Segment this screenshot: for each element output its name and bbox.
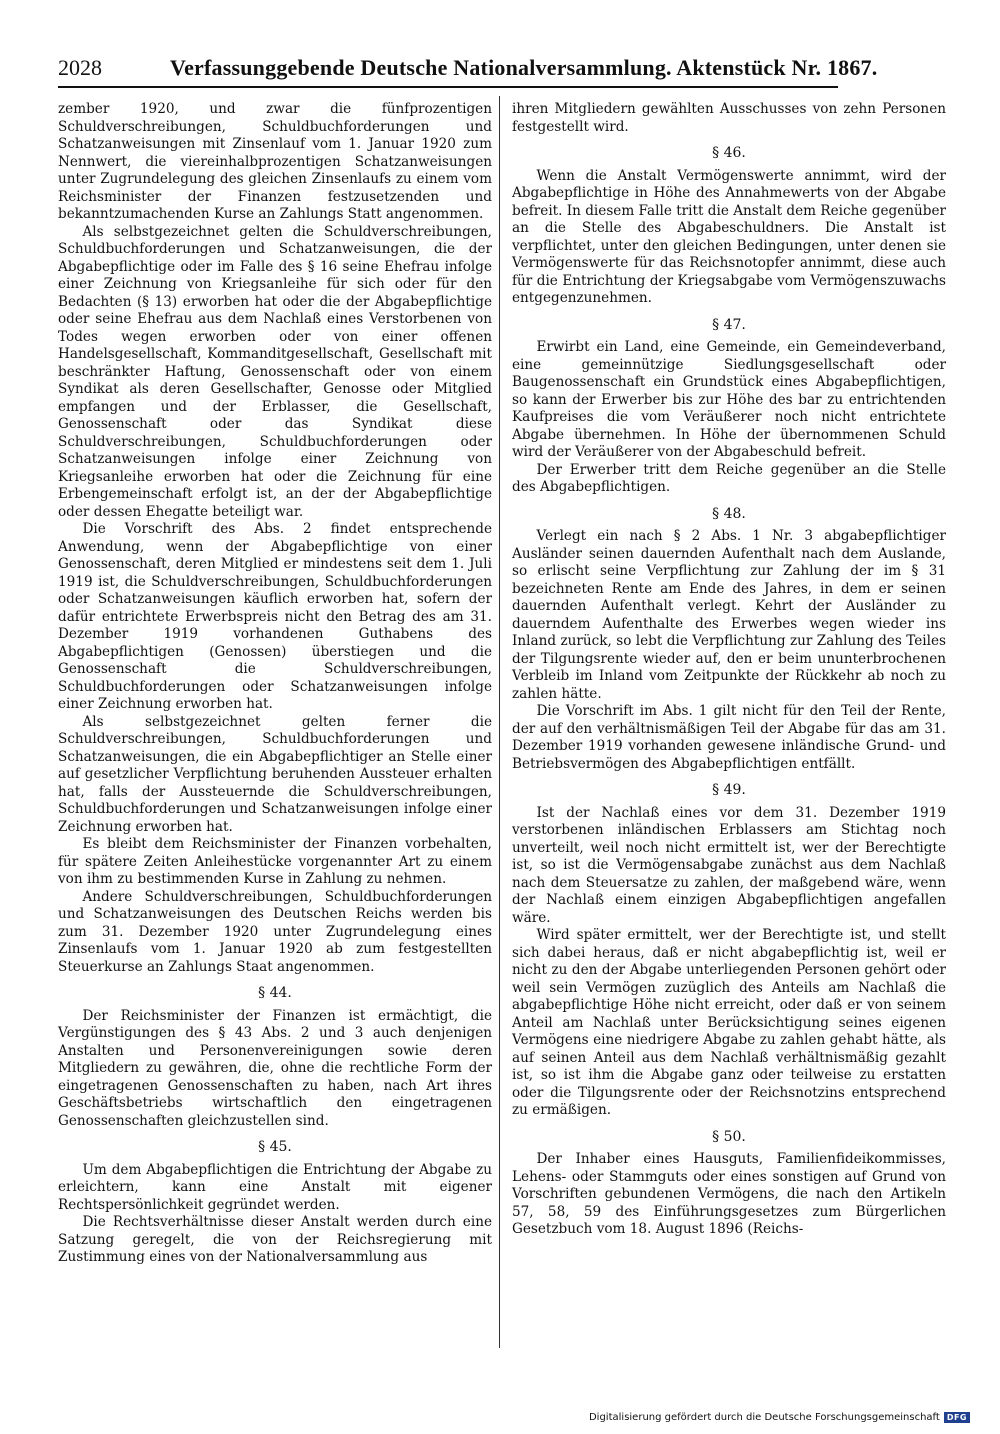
section-heading: § 48. bbox=[712, 505, 746, 522]
paragraph: ihren Mitgliedern gewählten Ausschusses von zehn Personen festgestellt wird. bbox=[512, 101, 946, 135]
paragraph: Die Vorschrift des Abs. 2 findet entsprechende Anwendung, wenn der Abgabepflichtige von einer Genossenschaft, deren Mitglied er mindestens seit dem 1. Juli 1919 ist, die Schuldverschreibungen, Schuldbuchforderungen oder Schatzanweisungen käuflich erworben hat, sofern der dafür entrichtete Erwerbspreis nicht den Betrag des am 31. Dezember 1919 vorhandenen Guthabens des Abgabepflichtigen (Genossen) überstiegen und die Genossenschaft die Schuldverschreibungen, Schuldbuchforderungen oder Schatzanweisungen infolge einer Zeichnung erworben hat. bbox=[58, 521, 492, 712]
footer-credit: Digitalisierung gefördert durch die Deutsche Forschungsgemeinschaft bbox=[588, 1412, 940, 1423]
paragraph: Als selbstgezeichnet gelten ferner die Schuldverschreibungen, Schuldbuchforderungen und Schatzanweisungen, die ein Abgabepflichtiger an Stelle einer auf gesetzlicher Verpflichtung beruhenden Aussteuer erhalten hat, falls der Aussteuernde die Schuldverschreibungen, Schuldbuchforderungen und Schatzanweisungen infolge einer Zeichnung erworben hat. bbox=[58, 713, 492, 835]
section-heading: § 50. bbox=[712, 1128, 746, 1145]
section-heading: § 46. bbox=[712, 145, 746, 161]
running-title: Verfassunggebende Deutsche Nationalversammlung. Aktenstück Nr. 1867. bbox=[170, 55, 878, 80]
section-heading: § 45. bbox=[258, 1139, 292, 1155]
paragraph: Verlegt ein nach § 2 Abs. 1 Nr. 3 abgabepflichtiger Ausländer seinen dauernden Aufenthalt nach dem Auslande, so erlischt seine Verpflichtung zur Zahlung der im § 31 bezeichneten Rente am Ende des Jahres, in dem er seinen dauernden Aufenthalt verlegt. Kehrt der Ausländer zu dauerndem Aufenthalte des Erwerbes wegen wieder ins Inland zurück, so lebt die Verpflichtung zur Zahlung des Teiles der Tilgungsrente wieder auf, den er beim ununterbrochenen Verbleib im Inland vom Zeitpunkte der Rückkehr ab noch zu zahlen hätte. bbox=[512, 528, 946, 702]
paragraph: Wenn die Anstalt Vermögenswerte annimmt, wird der Abgabepflichtige in Höhe des Annahmewerts von der Abgabe befreit. In diesem Falle tritt die Anstalt dem Reiche gegenüber an die Stelle des Abgabeschuldners. Die Anstalt ist verpflichtet, unter den gleichen Bedingungen, unter denen sie Vermögenswerte für das Reichsnotopfer annimmt, diese auch für die Entrichtung der Kriegsabgabe vom Vermögenszuwachs entgegenzunehmen. bbox=[512, 167, 947, 306]
paragraph: Ist der Nachlaß eines vor dem 31. Dezember 1919 verstorbenen inländischen Erblassers am Stichtag noch unverteilt, weil noch nicht ermittelt ist, wer der Berechtigte ist, so ist die Vermögensabgabe zunächst aus dem Nachlaß nach dem Steuersatze zu zahlen, der maßgebend wäre, wenn der Nachlaß einem einzigen Abgabepflichtigen angefallen wäre. bbox=[512, 804, 946, 926]
paragraph: Der Inhaber eines Hausguts, Familienfideikommisses, Lehens- oder Stammguts oder eines sonstigen auf Grund von Vorschriften gebundenen Vermögens, die nach den Artikeln 57, 58, 59 des Einführungsgesetzes zum Bürgerlichen Gesetzbuch vom 18. August 1896 (Reichs- bbox=[512, 1151, 946, 1237]
page-number: 2028 bbox=[58, 55, 102, 80]
paragraph: Der Reichsminister der Finanzen ist ermächtigt, die Vergünstigungen des § 43 Abs. 2 und 3 auch denjenigen Anstalten und Personenvereinigungen sowie deren Mitgliedern zu gewähren, die, ohne die rechtliche Form der eingetragenen Genossenschaften zu haben, nach Art ihres Geschäftsbetriebs wirtschaftlich den eingetragenen Genossenschaften gleichzustellen sind. bbox=[58, 1007, 492, 1129]
section-heading: § 49. bbox=[712, 782, 746, 798]
paragraph: Erwirbt ein Land, eine Gemeinde, ein Gemeindeverband, eine gemeinnützige Siedlungsgesellschaft oder Baugenossenschaft ein Grundstück eines Abgabepflichtigen, so kann der Erwerber bis zur Höhe des bar zu entrichtenden Kaufpreises die vom Veräußerer noch nicht entrichtete Abgabe übernehmen. In Höhe der übernommenen Schuld wird der Veräußerer von der Abgabeschuld befreit. bbox=[512, 339, 946, 460]
dfg-logo: DFG bbox=[944, 1412, 970, 1423]
section-heading: § 44. bbox=[258, 985, 292, 1001]
paragraph: Als selbstgezeichnet gelten die Schuldverschreibungen, Schuldbuchforderungen und Schatzanweisungen, die der Abgabepflichtige oder im Falle des § 16 seine Ehefrau infolge einer Zeichnung von Kriegsanleihe für sich oder für den Bedachten (§ 13) erworben hat oder die der Abgabepflichtige oder seine Ehefrau aus dem Nachlaß eines Verstorbenen von Todes wegen erworben oder von einer offenen Handelsgesellschaft, Kommanditgesellschaft, Gesellschaft mit beschränkter Haftung, Genossenschaft oder von einem Syndikat als deren Gesellschafter, Genosse oder Mitglied empfangen und der Erblasser, die Gesellschaft, Genossenschaft oder das Syndikat diese Schuldverschreibungen, Schuldbuchforderungen oder Schatzanweisungen infolge einer Zeichnung von Kriegsanleihe erworben hat oder die Zeichnung für eine Erbengemeinschaft erfolgt ist, an der der Abgabepflichtige oder dessen Ehegatte beteiligt war. bbox=[58, 223, 492, 520]
paragraph: Die Rechtsverhältnisse dieser Anstalt werden durch eine Satzung geregelt, die von der Reichsregierung mit Zustimmung eines von der Nationalversammlung aus bbox=[58, 1214, 492, 1265]
column-divider bbox=[499, 96, 500, 1348]
paragraph: Andere Schuldverschreibungen, Schuldbuchforderungen und Schatzanweisungen des Deutschen Reichs werden bis zum 31. Dezember 1920 unter Zugrundelegung eines Zinsenlaufs vom 1. Januar 1920 ab zum festgestellten Steuerkurse an Zahlungs Staat angenommen. bbox=[58, 888, 492, 975]
paragraph: zember 1920, und zwar die fünfprozentigen Schuldverschreibungen, Schuldbuchforderungen und Schatzanweisungen mit Zinsenlauf vom 1. Januar 1920 zum Nennwert, die viereinhalbprozentigen Schatzanweisungen unter Zugrundelegung des gleichen Zinsenlaufs zu einem vom Reichsminister der Finanzen festzusetzenden und bekanntzumachenden Kurse an Zahlungs Statt angenommen. bbox=[58, 101, 492, 222]
left-column bbox=[58, 101, 492, 1267]
page-header bbox=[58, 54, 878, 86]
paragraph: Es bleibt dem Reichsminister der Finanzen vorbehalten, für spätere Zeiten Anleihestücke vorgenannter Art zu einem von ihm zu bestimmenden Kurse in Zahlung zu nehmen. bbox=[58, 836, 492, 887]
paragraph: Die Vorschrift im Abs. 1 gilt nicht für den Teil der Rente, der auf den verhältnismäßigen Teil der Abgabe für das am 31. Dezember 1919 vorhanden gewesene inländische Grund- und Betriebsvermögen des Abgabepflichtigen entfällt. bbox=[512, 703, 946, 772]
paragraph: Wird später ermittelt, wer der Berechtigte ist, und stellt sich dabei heraus, daß er nicht abgabepflichtig ist, weil er nicht zu den der Abgabe unterliegenden Personen gehört oder weil sein Vermögen zuzüglich des Anteils am Nachlaß die abgabepflichtige Höhe nicht erreicht, oder daß er von seinem Anteil am Nachlaß unter Berücksichtigung seines eigenen Vermögens eine niedrigere Abgabe zu zahlen gehabt hätte, als auf seinen Anteil aus dem Nachlaß verhältnismäßig gezahlt ist, so ist ihm die Abgabe ganz oder teilweise zu erstatten oder die Tilgungsrente oder der Reichsnotzins entsprechend zu ermäßigen. bbox=[512, 927, 946, 1118]
right-column bbox=[512, 101, 946, 1239]
paragraph: Der Erwerber tritt dem Reiche gegenüber an die Stelle des Abgabepflichtigen. bbox=[512, 461, 946, 495]
paragraph: Um dem Abgabepflichtigen die Entrichtung der Abgabe zu erleichtern, kann eine Anstalt mit eigener Rechtspersönlichkeit gegründet werden. bbox=[58, 1161, 492, 1213]
section-heading: § 47. bbox=[712, 316, 746, 333]
footer bbox=[589, 1412, 970, 1423]
header-rule bbox=[58, 86, 838, 88]
